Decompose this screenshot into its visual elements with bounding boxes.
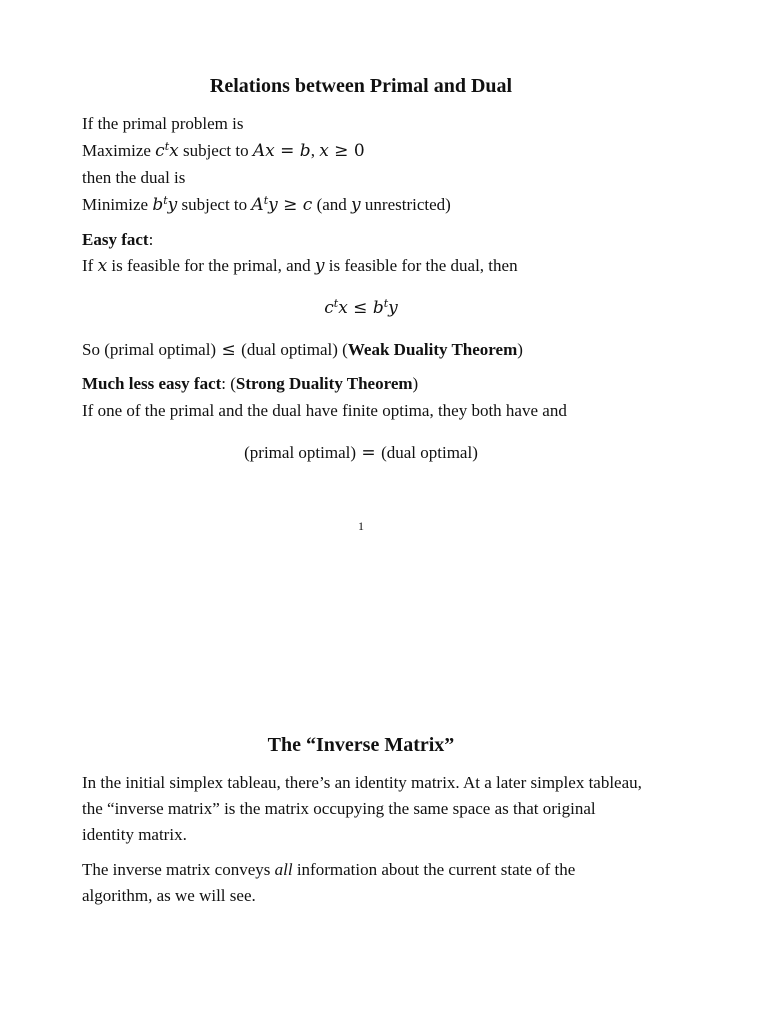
primal-problem: Maximize $c^tx$ subject to Ax = b, x ≥ 0: [82, 140, 365, 161]
page-2: [0, 730, 768, 1024]
optimal-equality: (primal optimal) = (dual optimal): [244, 443, 478, 463]
page-number: 1: [358, 519, 364, 533]
primal-intro: If the primal problem is: [82, 114, 244, 133]
paragraph-inverse-matrix: The inverse matrix conveys all information about the current state of the algorithm, as we will see.: [82, 860, 576, 905]
paragraph-identity-matrix: In the initial simplex tableau, there’s an identity matrix. At a later simplex tableau, the “inverse matrix” is the matrix occupying the same space as that original identity matrix.: [82, 773, 642, 844]
strong-duality-heading: Much less easy fact: (Strong Duality Theorem): [82, 374, 419, 393]
dual-problem: Minimize $b^ty$ subject to $A^ty \ge c$ (and y unrestricted): [82, 194, 451, 215]
section-title: The “Inverse Matrix”: [267, 734, 455, 756]
strong-duality-statement: If one of the primal and the dual have finite optima, they both have and: [82, 401, 567, 420]
weak-inequality-equation: $c^tx \le b^ty$: [324, 297, 398, 318]
weak-duality-line: So (primal optimal) ≤ (dual optimal) (Weak Duality Theorem): [82, 340, 523, 360]
easy-fact-heading: Easy fact:: [82, 230, 154, 249]
easy-fact-statement: If x is feasible for the primal, and y is feasible for the dual, then: [82, 256, 518, 276]
dual-intro: then the dual is: [82, 168, 186, 187]
page-title: Relations between Primal and Dual: [209, 75, 513, 97]
